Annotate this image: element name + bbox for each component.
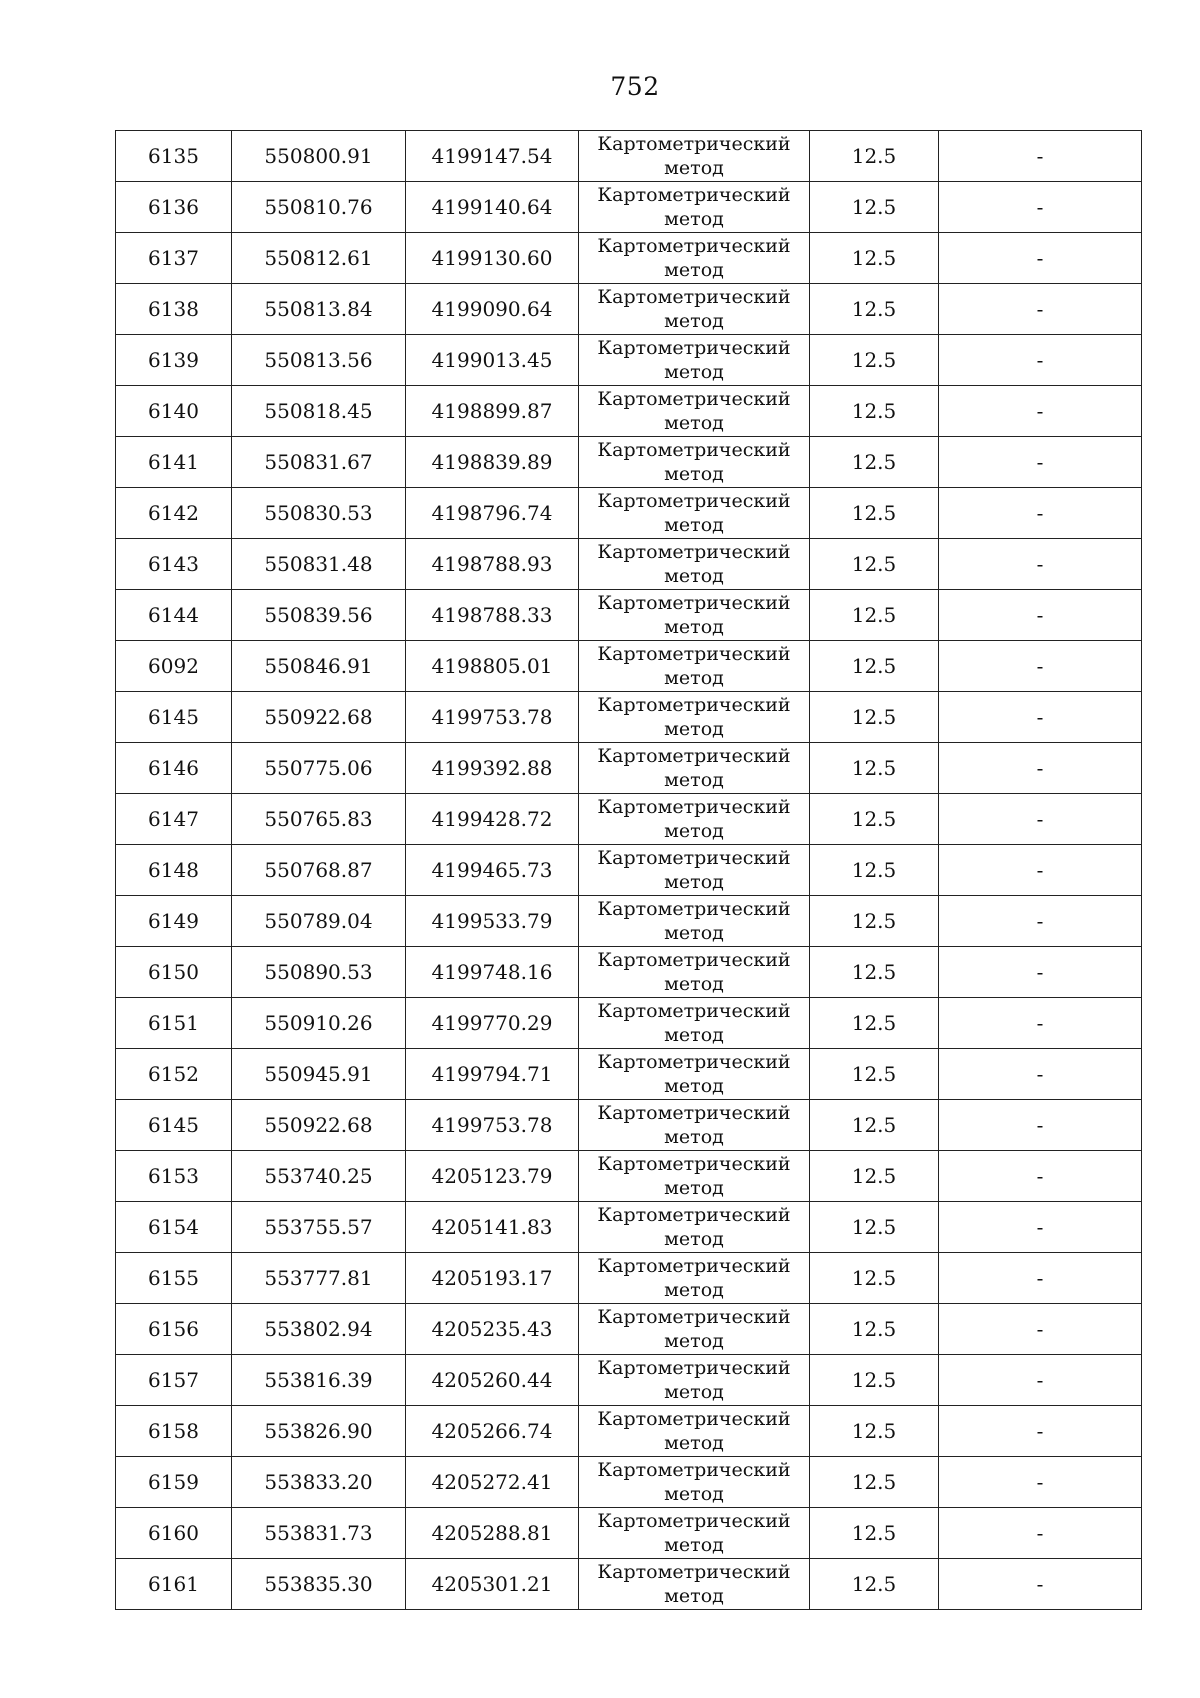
table-row [116, 1355, 1142, 1406]
point-number-cell: 6142 [116, 488, 232, 539]
method-cell [579, 284, 810, 335]
x-coordinate-cell: 550789.04 [232, 896, 406, 947]
precision-cell: 12.5 [810, 437, 939, 488]
note-cell: - [939, 1049, 1142, 1100]
x-coordinate-cell: 553826.90 [232, 1406, 406, 1457]
precision-cell: 12.5 [810, 1304, 939, 1355]
table-row [116, 488, 1142, 539]
x-coordinate-cell: 553835.30 [232, 1559, 406, 1610]
method-text: Картометрический метод [597, 1102, 791, 1148]
x-coordinate-cell: 550945.91 [232, 1049, 406, 1100]
y-coordinate-cell: 4198796.74 [406, 488, 579, 539]
note-cell: - [939, 437, 1142, 488]
point-number-cell: 6160 [116, 1508, 232, 1559]
note-cell: - [939, 488, 1142, 539]
point-number-cell: 6139 [116, 335, 232, 386]
point-number-cell: 6149 [116, 896, 232, 947]
point-number-cell: 6151 [116, 998, 232, 1049]
x-coordinate-cell: 550922.68 [232, 692, 406, 743]
method-text: Картометрический метод [597, 1306, 791, 1352]
method-text: Картометрический метод [597, 235, 791, 281]
note-cell: - [939, 1151, 1142, 1202]
precision-cell: 12.5 [810, 1355, 939, 1406]
note-cell: - [939, 182, 1142, 233]
table-row [116, 743, 1142, 794]
method-cell [579, 488, 810, 539]
method-text: Картометрический метод [597, 1153, 791, 1199]
x-coordinate-cell: 550890.53 [232, 947, 406, 998]
table-row [116, 1457, 1142, 1508]
precision-cell: 12.5 [810, 1457, 939, 1508]
x-coordinate-cell: 550812.61 [232, 233, 406, 284]
x-coordinate-cell: 553802.94 [232, 1304, 406, 1355]
point-number-cell: 6155 [116, 1253, 232, 1304]
method-cell [579, 539, 810, 590]
note-cell: - [939, 233, 1142, 284]
method-cell [579, 845, 810, 896]
method-cell [579, 692, 810, 743]
table-row [116, 1100, 1142, 1151]
precision-cell: 12.5 [810, 1508, 939, 1559]
point-number-cell: 6150 [116, 947, 232, 998]
table-row [116, 437, 1142, 488]
table-row [116, 1406, 1142, 1457]
method-cell [579, 131, 810, 182]
method-text: Картометрический метод [597, 796, 791, 842]
method-cell [579, 1151, 810, 1202]
precision-cell: 12.5 [810, 1049, 939, 1100]
method-text: Картометрический метод [597, 439, 791, 485]
method-cell [579, 1100, 810, 1151]
x-coordinate-cell: 550765.83 [232, 794, 406, 845]
table-row [116, 182, 1142, 233]
table-row [116, 131, 1142, 182]
x-coordinate-cell: 550831.67 [232, 437, 406, 488]
note-cell: - [939, 743, 1142, 794]
method-cell [579, 335, 810, 386]
method-cell [579, 437, 810, 488]
point-number-cell: 6152 [116, 1049, 232, 1100]
point-number-cell: 6145 [116, 1100, 232, 1151]
precision-cell: 12.5 [810, 386, 939, 437]
x-coordinate-cell: 550813.56 [232, 335, 406, 386]
point-number-cell: 6138 [116, 284, 232, 335]
x-coordinate-cell: 550831.48 [232, 539, 406, 590]
method-cell [579, 182, 810, 233]
y-coordinate-cell: 4205235.43 [406, 1304, 579, 1355]
precision-cell: 12.5 [810, 896, 939, 947]
y-coordinate-cell: 4198805.01 [406, 641, 579, 692]
y-coordinate-cell: 4199130.60 [406, 233, 579, 284]
x-coordinate-cell: 553755.57 [232, 1202, 406, 1253]
point-number-cell: 6159 [116, 1457, 232, 1508]
note-cell: - [939, 1100, 1142, 1151]
method-text: Картометрический метод [597, 1357, 791, 1403]
y-coordinate-cell: 4199533.79 [406, 896, 579, 947]
note-cell: - [939, 1202, 1142, 1253]
note-cell: - [939, 1508, 1142, 1559]
y-coordinate-cell: 4199748.16 [406, 947, 579, 998]
y-coordinate-cell: 4205141.83 [406, 1202, 579, 1253]
table-row [116, 641, 1142, 692]
point-number-cell: 6143 [116, 539, 232, 590]
precision-cell: 12.5 [810, 1559, 939, 1610]
note-cell: - [939, 1253, 1142, 1304]
note-cell: - [939, 794, 1142, 845]
point-number-cell: 6147 [116, 794, 232, 845]
precision-cell: 12.5 [810, 947, 939, 998]
x-coordinate-cell: 550810.76 [232, 182, 406, 233]
note-cell: - [939, 386, 1142, 437]
precision-cell: 12.5 [810, 743, 939, 794]
method-text: Картометрический метод [597, 1204, 791, 1250]
y-coordinate-cell: 4198899.87 [406, 386, 579, 437]
y-coordinate-cell: 4199013.45 [406, 335, 579, 386]
table-row [116, 947, 1142, 998]
method-cell [579, 641, 810, 692]
x-coordinate-cell: 553777.81 [232, 1253, 406, 1304]
method-text: Картометрический метод [597, 592, 791, 638]
precision-cell: 12.5 [810, 845, 939, 896]
point-number-cell: 6148 [116, 845, 232, 896]
method-text: Картометрический метод [597, 1000, 791, 1046]
method-text: Картометрический метод [597, 133, 791, 179]
method-cell [579, 1253, 810, 1304]
x-coordinate-cell: 550768.87 [232, 845, 406, 896]
method-text: Картометрический метод [597, 643, 791, 689]
x-coordinate-cell: 550846.91 [232, 641, 406, 692]
y-coordinate-cell: 4198839.89 [406, 437, 579, 488]
y-coordinate-cell: 4198788.33 [406, 590, 579, 641]
note-cell: - [939, 692, 1142, 743]
precision-cell: 12.5 [810, 539, 939, 590]
x-coordinate-cell: 550800.91 [232, 131, 406, 182]
table-row [116, 1253, 1142, 1304]
method-text: Картометрический метод [597, 184, 791, 230]
method-cell [579, 1049, 810, 1100]
table-row [116, 335, 1142, 386]
table-row [116, 794, 1142, 845]
y-coordinate-cell: 4205260.44 [406, 1355, 579, 1406]
method-text: Картометрический метод [597, 490, 791, 536]
y-coordinate-cell: 4199753.78 [406, 692, 579, 743]
method-text: Картометрический метод [597, 337, 791, 383]
method-text: Картометрический метод [597, 694, 791, 740]
precision-cell: 12.5 [810, 284, 939, 335]
x-coordinate-cell: 553833.20 [232, 1457, 406, 1508]
precision-cell: 12.5 [810, 641, 939, 692]
method-text: Картометрический метод [597, 541, 791, 587]
note-cell: - [939, 131, 1142, 182]
method-cell [579, 947, 810, 998]
point-number-cell: 6140 [116, 386, 232, 437]
note-cell: - [939, 590, 1142, 641]
method-text: Картометрический метод [597, 898, 791, 944]
y-coordinate-cell: 4205301.21 [406, 1559, 579, 1610]
point-number-cell: 6158 [116, 1406, 232, 1457]
method-cell [579, 1406, 810, 1457]
table-row [116, 590, 1142, 641]
point-number-cell: 6136 [116, 182, 232, 233]
precision-cell: 12.5 [810, 1253, 939, 1304]
y-coordinate-cell: 4199753.78 [406, 1100, 579, 1151]
point-number-cell: 6144 [116, 590, 232, 641]
table-row [116, 1304, 1142, 1355]
precision-cell: 12.5 [810, 1151, 939, 1202]
method-text: Картометрический метод [597, 286, 791, 332]
point-number-cell: 6161 [116, 1559, 232, 1610]
y-coordinate-cell: 4198788.93 [406, 539, 579, 590]
x-coordinate-cell: 553740.25 [232, 1151, 406, 1202]
table-row [116, 1202, 1142, 1253]
table-row [116, 896, 1142, 947]
precision-cell: 12.5 [810, 488, 939, 539]
point-number-cell: 6135 [116, 131, 232, 182]
x-coordinate-cell: 550813.84 [232, 284, 406, 335]
y-coordinate-cell: 4205288.81 [406, 1508, 579, 1559]
method-text: Картометрический метод [597, 1459, 791, 1505]
y-coordinate-cell: 4205266.74 [406, 1406, 579, 1457]
table-row [116, 1151, 1142, 1202]
method-cell [579, 1508, 810, 1559]
x-coordinate-cell: 550922.68 [232, 1100, 406, 1151]
point-number-cell: 6141 [116, 437, 232, 488]
table-row [116, 539, 1142, 590]
table-row [116, 1049, 1142, 1100]
y-coordinate-cell: 4199140.64 [406, 182, 579, 233]
note-cell: - [939, 1304, 1142, 1355]
note-cell: - [939, 539, 1142, 590]
page-number: 752 [610, 72, 660, 101]
precision-cell: 12.5 [810, 692, 939, 743]
precision-cell: 12.5 [810, 794, 939, 845]
note-cell: - [939, 1406, 1142, 1457]
method-text: Картометрический метод [597, 949, 791, 995]
table-row [116, 998, 1142, 1049]
point-number-cell: 6154 [116, 1202, 232, 1253]
precision-cell: 12.5 [810, 1202, 939, 1253]
note-cell: - [939, 335, 1142, 386]
method-cell [579, 1355, 810, 1406]
table-row [116, 845, 1142, 896]
method-cell [579, 998, 810, 1049]
method-cell [579, 743, 810, 794]
point-number-cell: 6145 [116, 692, 232, 743]
point-number-cell: 6092 [116, 641, 232, 692]
y-coordinate-cell: 4199428.72 [406, 794, 579, 845]
y-coordinate-cell: 4199392.88 [406, 743, 579, 794]
table-row [116, 692, 1142, 743]
method-text: Картометрический метод [597, 745, 791, 791]
precision-cell: 12.5 [810, 131, 939, 182]
method-text: Картометрический метод [597, 847, 791, 893]
note-cell: - [939, 1355, 1142, 1406]
precision-cell: 12.5 [810, 1406, 939, 1457]
precision-cell: 12.5 [810, 998, 939, 1049]
x-coordinate-cell: 550775.06 [232, 743, 406, 794]
y-coordinate-cell: 4205272.41 [406, 1457, 579, 1508]
x-coordinate-cell: 550830.53 [232, 488, 406, 539]
precision-cell: 12.5 [810, 182, 939, 233]
y-coordinate-cell: 4199794.71 [406, 1049, 579, 1100]
precision-cell: 12.5 [810, 590, 939, 641]
method-text: Картометрический метод [597, 1561, 791, 1607]
method-cell [579, 1202, 810, 1253]
method-cell [579, 896, 810, 947]
point-number-cell: 6153 [116, 1151, 232, 1202]
x-coordinate-cell: 553816.39 [232, 1355, 406, 1406]
precision-cell: 12.5 [810, 335, 939, 386]
method-cell [579, 1457, 810, 1508]
y-coordinate-cell: 4205193.17 [406, 1253, 579, 1304]
method-cell [579, 1304, 810, 1355]
method-text: Картометрический метод [597, 388, 791, 434]
table-row [116, 386, 1142, 437]
table-row [116, 1508, 1142, 1559]
y-coordinate-cell: 4199770.29 [406, 998, 579, 1049]
table-row [116, 1559, 1142, 1610]
x-coordinate-cell: 550910.26 [232, 998, 406, 1049]
note-cell: - [939, 845, 1142, 896]
point-number-cell: 6146 [116, 743, 232, 794]
coordinates-table-body [116, 131, 1142, 1610]
coordinates-table [115, 130, 1142, 1610]
method-cell [579, 590, 810, 641]
y-coordinate-cell: 4205123.79 [406, 1151, 579, 1202]
method-text: Картометрический метод [597, 1408, 791, 1454]
method-text: Картометрический метод [597, 1051, 791, 1097]
y-coordinate-cell: 4199465.73 [406, 845, 579, 896]
note-cell: - [939, 896, 1142, 947]
x-coordinate-cell: 550818.45 [232, 386, 406, 437]
note-cell: - [939, 1457, 1142, 1508]
method-text: Картометрический метод [597, 1510, 791, 1556]
table-row [116, 284, 1142, 335]
method-cell [579, 1559, 810, 1610]
y-coordinate-cell: 4199090.64 [406, 284, 579, 335]
note-cell: - [939, 1559, 1142, 1610]
precision-cell: 12.5 [810, 1100, 939, 1151]
note-cell: - [939, 641, 1142, 692]
note-cell: - [939, 998, 1142, 1049]
point-number-cell: 6157 [116, 1355, 232, 1406]
x-coordinate-cell: 550839.56 [232, 590, 406, 641]
x-coordinate-cell: 553831.73 [232, 1508, 406, 1559]
method-cell [579, 233, 810, 284]
method-text: Картометрический метод [597, 1255, 791, 1301]
point-number-cell: 6137 [116, 233, 232, 284]
note-cell: - [939, 947, 1142, 998]
note-cell: - [939, 284, 1142, 335]
table-row [116, 233, 1142, 284]
y-coordinate-cell: 4199147.54 [406, 131, 579, 182]
method-cell [579, 794, 810, 845]
point-number-cell: 6156 [116, 1304, 232, 1355]
method-cell [579, 386, 810, 437]
precision-cell: 12.5 [810, 233, 939, 284]
